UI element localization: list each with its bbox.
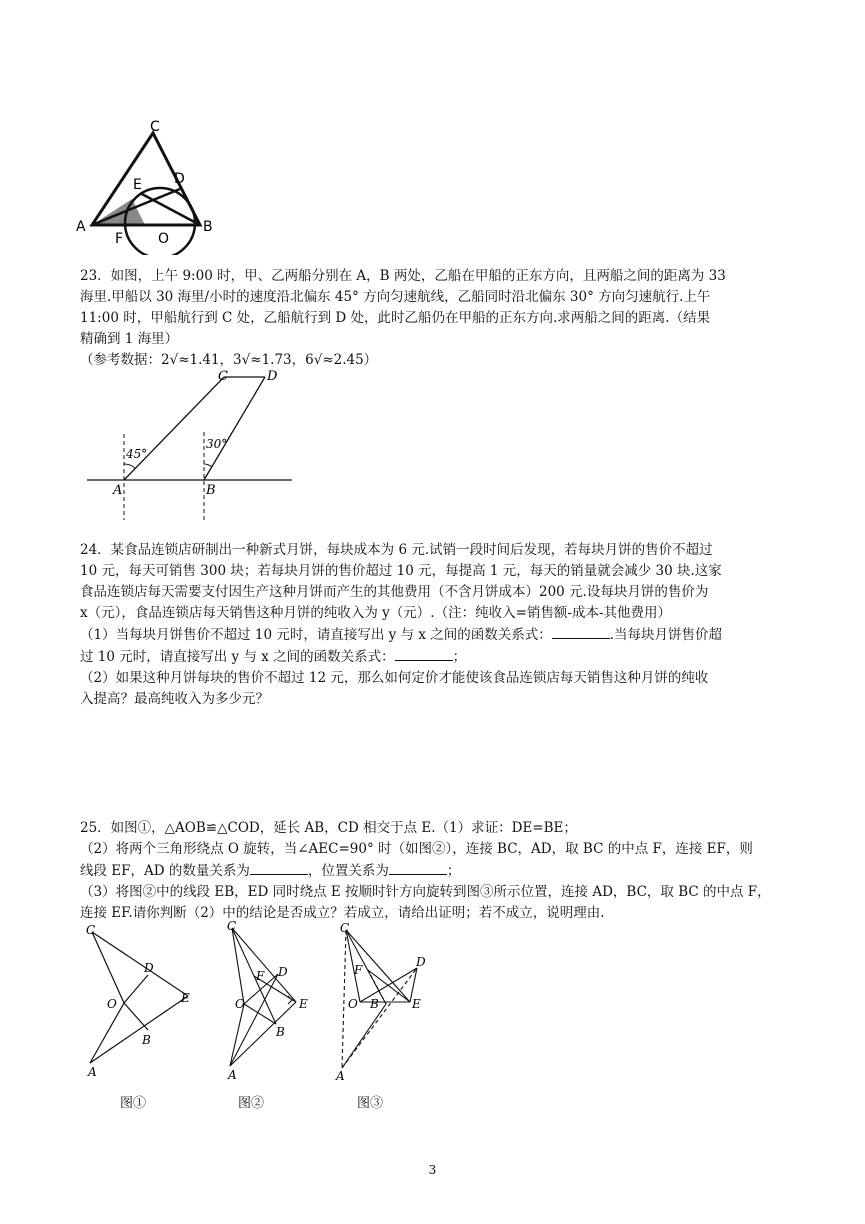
label-f: F: [256, 969, 265, 983]
q25-part2-text: 线段 EF，AD 的数量关系为: [80, 863, 250, 879]
segment-ae: [230, 1002, 296, 1066]
question-23: [80, 266, 790, 371]
caption-figure-2: 图②: [238, 1096, 265, 1111]
label-a: A: [88, 1065, 97, 1079]
label-b: B: [276, 1025, 285, 1039]
q24-part1-cont-text: 过 10 元时，请直接写出 y 与 x 之间的函数关系式：: [80, 649, 395, 665]
label-a: A: [336, 1069, 345, 1083]
label-c: C: [227, 919, 237, 933]
label-b: B: [203, 219, 213, 235]
q24-part1-text2: .当每块月饼售价超: [609, 627, 723, 643]
q25-part2: [80, 860, 790, 882]
q24-part1-cont: [80, 646, 790, 668]
label-o: O: [107, 997, 117, 1011]
label-d: D: [174, 171, 185, 187]
answer-blank[interactable]: [389, 860, 447, 875]
label-c: C: [86, 923, 96, 937]
label-o: O: [158, 231, 170, 247]
q24-part1-cont-end: ；: [452, 649, 467, 665]
question-24: [80, 540, 790, 710]
label-e: E: [299, 997, 308, 1011]
label-c: C: [150, 119, 160, 135]
segment-bd: [204, 377, 265, 480]
angle-30-label: 30°: [206, 437, 228, 451]
label-c: C: [340, 921, 350, 935]
q23-line: 11:00 时，甲船航行到 C 处，乙船航行到 D 处，此时乙船仍在甲船的正东方向.求两船之间的距离.（结果: [80, 310, 711, 326]
label-d: D: [144, 961, 154, 975]
label-f: F: [354, 963, 363, 977]
figure-3: [332, 918, 442, 1086]
q24-line: 10 元，每天可销售 300 块；若每块月饼的售价超过 10 元，每提高 1 元，每天的销量就会减少 30 块.这家: [80, 563, 722, 579]
segment-ae: [90, 996, 188, 1063]
segment-ad-dashed: [342, 968, 417, 1068]
q24-line: （2）如果这种月饼每块的售价不超过 12 元，那么如何定价才能使该食品连锁店每天销售这种月饼的纯收: [80, 670, 709, 686]
question-25: [80, 818, 790, 924]
label-e: E: [181, 991, 190, 1005]
segment-oa: [90, 1003, 124, 1063]
q25-part2-text2: ，位置关系为: [307, 863, 389, 879]
q25-part2-end: ；: [446, 863, 461, 879]
label-a: A: [113, 483, 123, 498]
label-a: A: [228, 1068, 237, 1082]
angle-arc-a: [124, 464, 135, 468]
q24-line: 24．某食品连锁店研制出一种新式月饼，每块成本为 6 元.试销一段时间后发现，若每块月饼的售价不超过: [80, 542, 713, 558]
figure-1: [80, 920, 210, 1080]
q24-part1: [80, 624, 790, 646]
label-f: F: [115, 231, 124, 247]
segment-ab: [342, 1004, 386, 1068]
q25-line: 25．如图①，△AOB≌△COD，延长 AB，CD 相交于点 E.（1）求证：DE=BE；: [80, 820, 577, 836]
caption-figure-1: 图①: [120, 1096, 147, 1111]
q23-line: 精确到 1 海里）: [80, 331, 179, 347]
caption-figure-3: 图③: [357, 1096, 384, 1111]
q23-reference: （参考数据：2√≈1.41，3√≈1.73，6√≈2.45）: [80, 352, 378, 368]
segment-ca-dashed: [342, 930, 346, 1068]
q23-line: 23．如图，上午 9:00 时，甲、乙两船分别在 A，B 两处，乙船在甲船的正东方向，且两船之间的距离为 33: [80, 268, 726, 284]
label-o: O: [235, 997, 245, 1011]
label-b: B: [142, 1033, 151, 1047]
answer-blank[interactable]: [250, 860, 308, 875]
label-o: O: [348, 997, 358, 1011]
figure-2: [222, 916, 322, 1084]
page-number: 3: [428, 1163, 437, 1177]
segment-ad: [230, 974, 278, 1066]
label-e: E: [412, 997, 421, 1011]
q24-line: 食品连锁店每天需要支付因生产这种月饼而产生的其他费用（不含月饼成本）200 元.设每块月饼的售价为: [80, 584, 709, 600]
angle-45-label: 45°: [126, 447, 148, 461]
answer-blank[interactable]: [395, 646, 453, 661]
angle-arc-b: [204, 464, 212, 467]
segment-oa: [230, 1004, 244, 1066]
q23-line: 海里.甲船以 30 海里/小时的速度沿北偏东 45° 方向匀速航线，乙船同时沿北偏东 30° 方向匀速航行.上午: [80, 289, 711, 305]
label-a: A: [76, 219, 86, 235]
label-e: E: [133, 177, 142, 193]
q24-line: 入提高？最高纯收入为多少元？: [80, 691, 269, 707]
q24-line: x（元），食品连锁店每天销售这种月饼的纯收入为 y（元）.（注：纯收入=销售额-成本-其他费用）: [80, 605, 672, 621]
label-c: C: [218, 369, 228, 384]
ship-navigation-figure: [82, 368, 297, 523]
label-b: B: [370, 997, 379, 1011]
q24-part1-text: （1）当每块月饼售价不超过 10 元时，请直接写出 y 与 x 之间的函数关系式：: [80, 627, 552, 643]
q25-line: 连接 EF.请你判断（2）中的结论是否成立？若成立，请给出证明；若不成立，说明理由.: [80, 905, 605, 921]
segment-od: [124, 975, 148, 1003]
segment-ac: [124, 377, 224, 480]
label-d: D: [267, 369, 278, 384]
q25-line: （2）将两个三角形绕点 O 旋转，当∠AEC=90° 时（如图②），连接 BC，AD，取 BC 的中点 F，连接 EF，则: [80, 841, 753, 857]
answer-blank[interactable]: [552, 624, 610, 639]
label-d: D: [278, 965, 288, 979]
label-d: D: [416, 955, 426, 969]
label-b: B: [206, 483, 216, 498]
circle-triangle-figure: [70, 115, 220, 255]
q25-line: （3）将图②中的线段 EB，ED 同时绕点 E 按顺时针方向旋转到图③所示位置，连接 AD，BC，取 BC 的中点 F，: [80, 884, 771, 900]
